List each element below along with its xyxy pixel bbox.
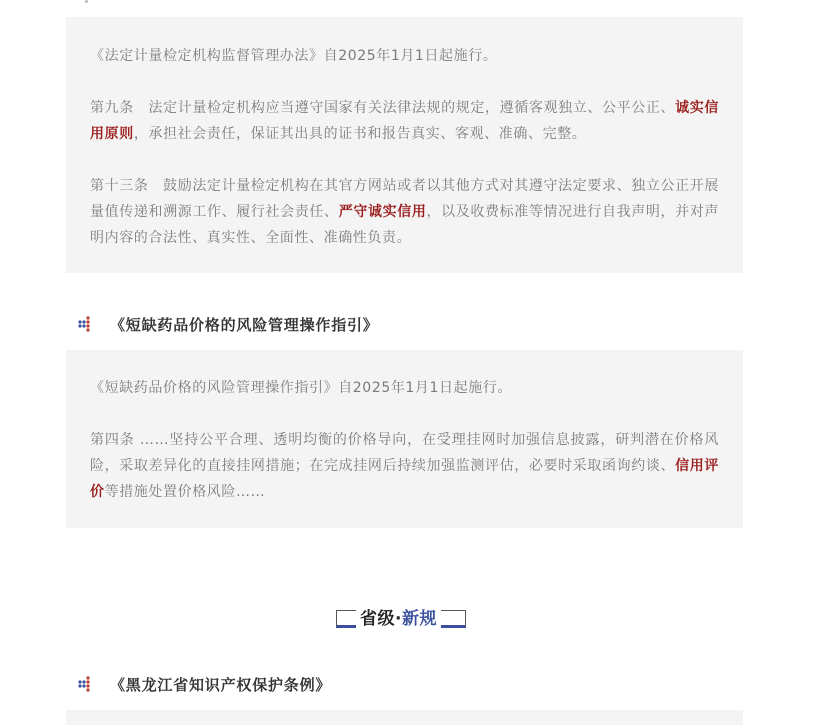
content-box-metrology	[66, 17, 743, 273]
highlight-text: 严守诚实信用	[338, 204, 427, 220]
drug-price-article-4: 第四条 ……坚持公平合理、透明均衡的价格导向，在受理挂网时加强信息披露，研判潜在价格风险，采取差异化的直接挂网措施；在完成挂网后持续加强监测评估，必要时采取函询约谈、信用评价等措施处置价格风险……	[90, 432, 719, 500]
section-title-text: 《短缺药品价格的风险管理操作指引》	[110, 315, 379, 334]
highlight-text: 信用评价	[90, 458, 719, 500]
dot-grid-icon	[78, 316, 94, 332]
metrology-article-9: 第九条 法定计量检定机构应当遵守国家有关法律法规的规定，遵循客观独立、公平公正、诚实信用原则，承担社会责任，保证其出具的证书和报告真实、客观、准确、完整。	[90, 100, 719, 142]
content-box-heilongjiang	[66, 710, 743, 725]
highlight-text: 诚实信用原则	[90, 100, 719, 142]
section-title-heilongjiang	[78, 674, 331, 694]
section-title-text: 《黑龙江省知识产权保护条例》	[110, 675, 332, 694]
metrology-intro: 《法定计量检定机构监督管理办法》自2025年1月1日起施行。	[90, 48, 498, 64]
decorative-dot	[85, 0, 88, 3]
drug-price-intro: 《短缺药品价格的风险管理操作指引》自2025年1月1日起施行。	[90, 380, 513, 396]
dot-grid-icon	[78, 676, 94, 692]
metrology-article-13: 第十三条 鼓励法定计量检定机构在其官方网站或者以其他方式对其遵守法定要求、独立公正开展量值传递和溯源工作、履行社会责任、严守诚实信用，以及收费标准等情况进行自我声明，并对声明内容的合法性、真实性、全面性、准确性负责。	[90, 178, 720, 246]
header-label: 省级·新规	[356, 606, 441, 632]
content-box-drug-price	[66, 350, 743, 528]
section-title-drug-price	[78, 314, 379, 334]
province-new-rules-header	[336, 606, 468, 632]
